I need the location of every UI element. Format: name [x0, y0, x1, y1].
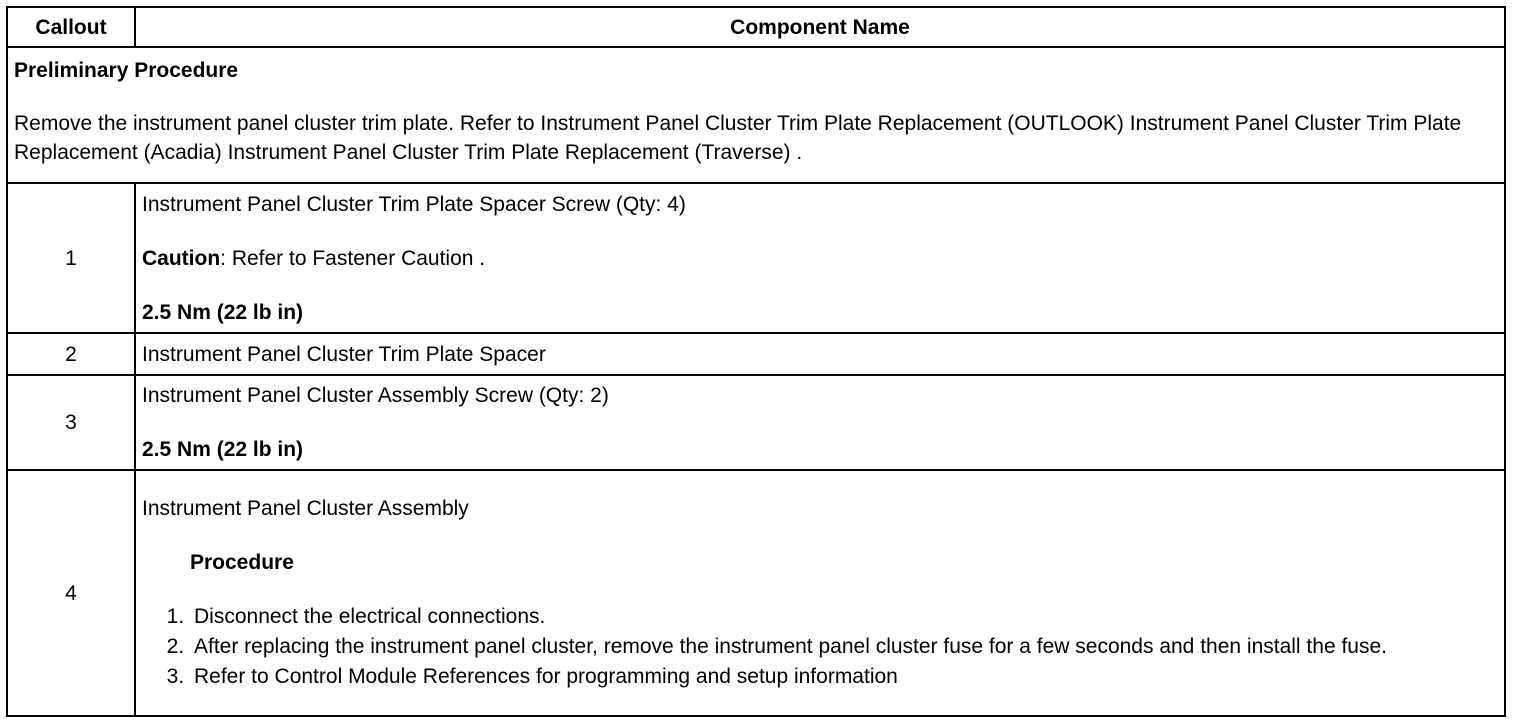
callout-number: 4 [7, 470, 135, 716]
table-row [7, 183, 1505, 333]
component-name-header: Component Name [135, 7, 1505, 47]
callout-header: Callout [7, 7, 135, 47]
component-cell [135, 183, 1505, 333]
table-row [7, 375, 1505, 470]
component-cell [135, 375, 1505, 470]
callout-number: 3 [7, 375, 135, 470]
caution-label: Caution [142, 246, 221, 270]
torque-spec: 2.5 Nm (22 lb in) [142, 300, 304, 324]
table-row [7, 470, 1505, 716]
callout-number: 2 [7, 333, 135, 375]
procedure-title: Procedure [190, 551, 294, 574]
component-cell [135, 470, 1505, 716]
table-row [7, 333, 1505, 375]
caution-text: : Refer to Fastener Caution . [220, 246, 486, 270]
caution-line [142, 244, 1498, 273]
callout-number: 1 [7, 183, 135, 333]
torque-spec: 2.5 Nm (22 lb in) [142, 438, 304, 461]
procedure-steps [142, 602, 1498, 692]
procedure-step: 1. Disconnect the electrical connections. [190, 602, 1498, 632]
procedure-step: 3. Refer to Control Module References for programming and setup information [190, 662, 1498, 692]
preliminary-text: Remove the instrument panel cluster trim plate. Refer to Instrument Panel Cluster Trim Plate Replacement (OUTLOOK) Instrument Panel Cluster Trim Plate Replacement (Acadia) Instrument Panel Cluster Trim Plate Replacement (Traverse) . [14, 112, 1462, 164]
preliminary-row [7, 47, 1505, 183]
preliminary-cell [7, 47, 1505, 183]
component-name: Instrument Panel Cluster Assembly [142, 497, 469, 520]
component-name: Instrument Panel Cluster Assembly Screw (Qty: 2) [142, 384, 609, 407]
component-name: Instrument Panel Cluster Trim Plate Spacer [142, 342, 546, 366]
component-table [6, 6, 1506, 717]
component-cell [135, 333, 1505, 375]
header-row [7, 7, 1505, 47]
procedure-step: 2. After replacing the instrument panel cluster, remove the instrument panel cluster fuse for a few seconds and then install the fuse. [190, 632, 1498, 662]
component-name: Instrument Panel Cluster Trim Plate Spacer Screw (Qty: 4) [142, 192, 686, 216]
preliminary-title: Preliminary Procedure [14, 59, 239, 82]
